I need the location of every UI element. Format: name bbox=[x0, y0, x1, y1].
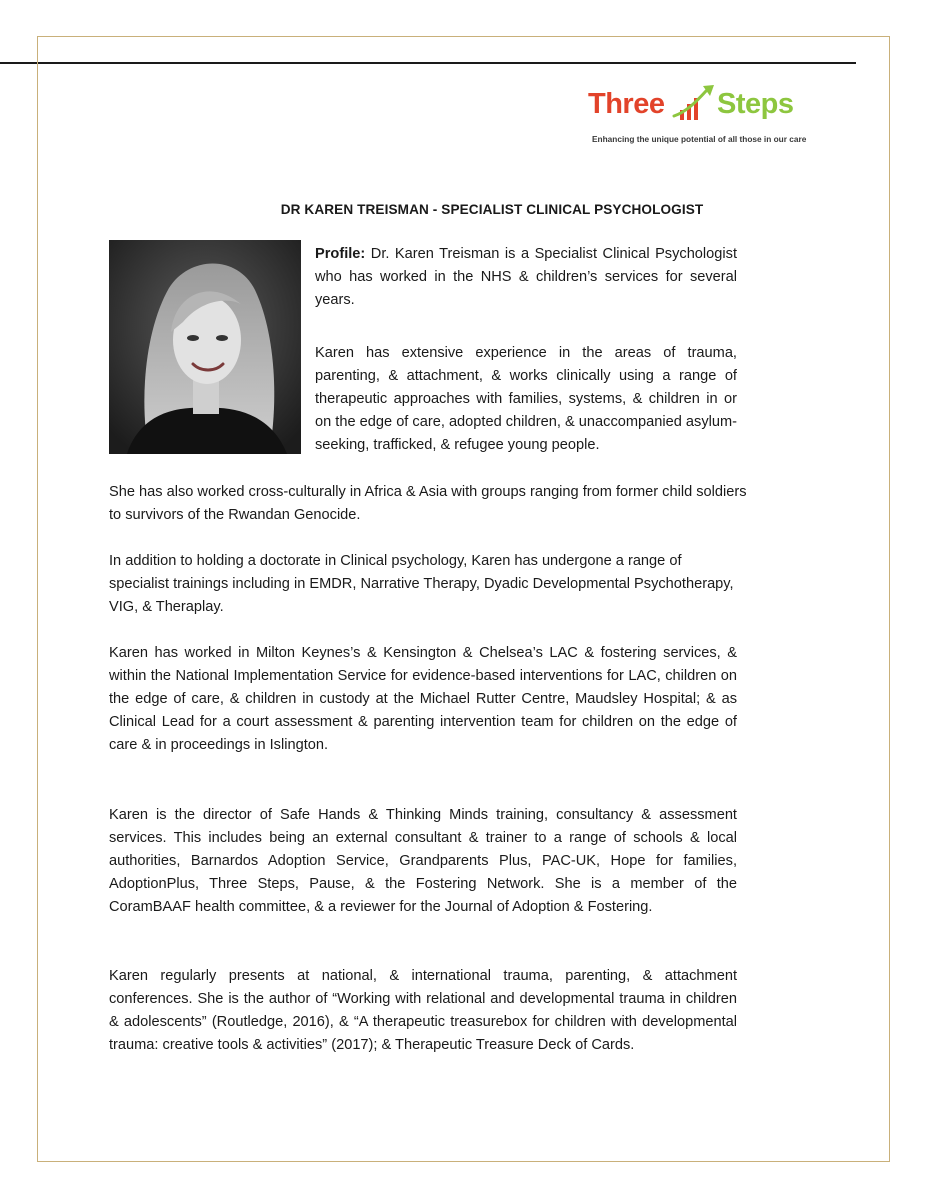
work-history-paragraph: Karen has worked in Milton Keynes’s & Kensington & Chelsea’s LAC & fostering services, & within the National Implementation Service for evidence-based interventions for LAC, children on the edge of care, & children in custody at the Michael Rutter Centre, Maudsley Hospital; & as Clinical Lead for a court assessment & parenting intervention team for children on the edge of care & in proceedings in Islington. bbox=[109, 645, 737, 754]
presentations-paragraph: Karen regularly presents at national, & international trauma, parenting, & attachment conferences. She is the author of “Working with relational and developmental trauma in children & adolescents” (Routledge, 2016), & “A therapeutic treasurebox for children with developmental trauma: creative tools & activities” (2017); & Therapeutic Treasure Deck of Cards. bbox=[109, 968, 737, 1054]
document-title: DR KAREN TREISMAN - SPECIALIST CLINICAL PSYCHOLOGIST bbox=[280, 202, 704, 217]
three-steps-logo bbox=[586, 88, 818, 150]
cross-cultural-paragraph: She has also worked cross-culturally in Africa & Asia with groups ranging from former child soldiers to survivors of the Rwandan Genocide. bbox=[109, 484, 747, 524]
portrait-photo bbox=[109, 240, 301, 454]
profile-text: Dr. Karen Treisman is a Specialist Clinical Psychologist who has worked in the NHS & children’s services for several years. bbox=[315, 246, 737, 309]
logo-word-steps: Steps bbox=[717, 88, 794, 120]
profile-paragraph bbox=[315, 243, 737, 312]
doctorate-paragraph: In addition to holding a doctorate in Clinical psychology, Karen has undergone a range of specialist trainings including in EMDR, Narrative Therapy, Dyadic Developmental Psychotherapy, VIG, & Theraplay. bbox=[109, 553, 734, 616]
logo-tagline: Enhancing the unique potential of all those in our care bbox=[592, 134, 807, 144]
steps-arrow-icon bbox=[672, 82, 718, 124]
experience-paragraph: Karen has extensive experience in the areas of trauma, parenting, & attachment, & works clinically using a range of therapeutic approaches with families, systems, & children in or on the edge of care, adopted children, & unaccompanied asylum-seeking, trafficked, & refugee young people. bbox=[315, 345, 737, 454]
profile-label: Profile: bbox=[315, 246, 366, 262]
logo-word-three: Three bbox=[588, 88, 665, 120]
director-paragraph: Karen is the director of Safe Hands & Thinking Minds training, consultancy & assessment services. This includes being an external consultant & trainer to a range of schools & local authorities, Barnardos Adoption Service, Grandparents Plus, PAC-UK, Hope for families, AdoptionPlus, Three Steps, Pause, & the Fostering Network. She is a member of the CoramBAAF health committee, & a reviewer for the Journal of Adoption & Fostering. bbox=[109, 807, 737, 916]
portrait-illustration bbox=[109, 240, 301, 454]
